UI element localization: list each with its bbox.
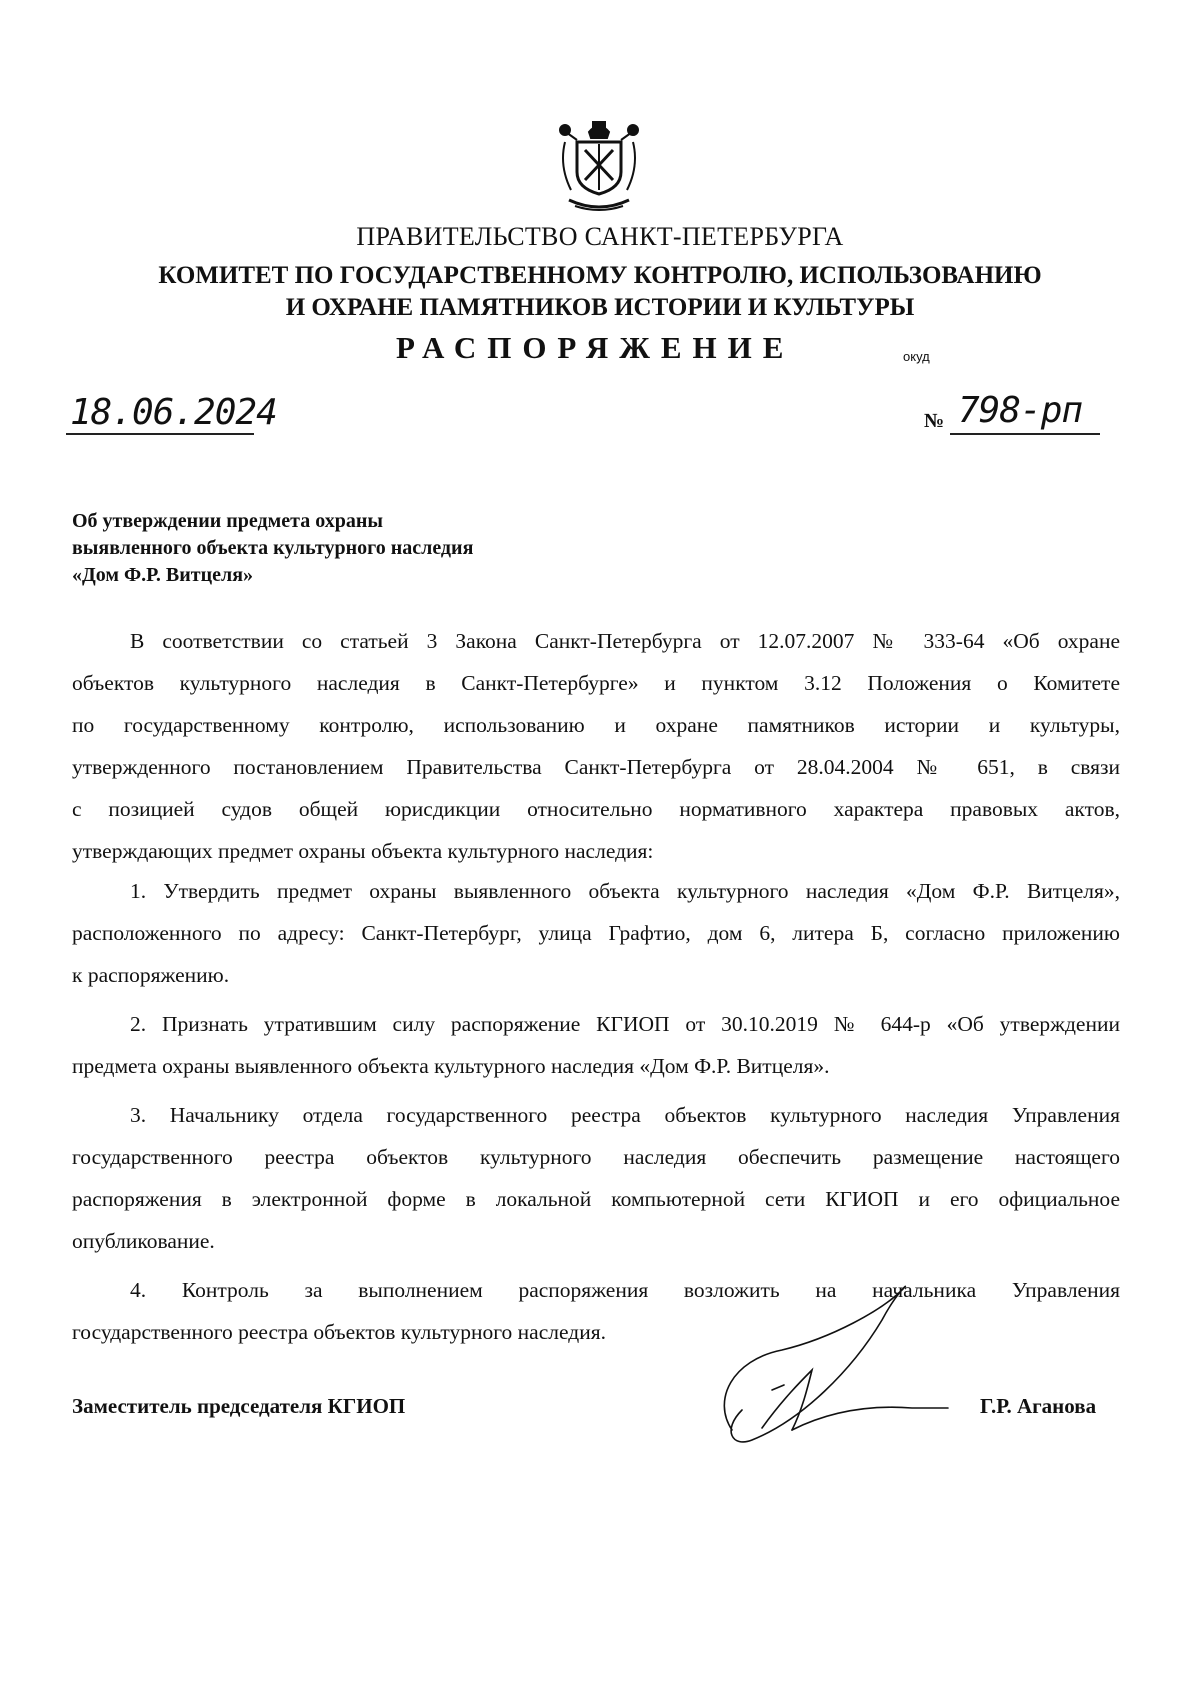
document-date: 18.06.2024 [70,392,277,433]
paragraph-line: утвержденного постановлением Правительства Санкт-Петербурга от 28.04.2004 № 651, в связи [72,755,1120,779]
item-4-paragraph [72,1269,1120,1353]
committee-title-line2: И ОХРАНЕ ПАМЯТНИКОВ ИСТОРИИ И КУЛЬТУРЫ [285,294,915,321]
paragraph-line: объектов культурного наследия в Санкт-Петербурге» и пунктом 3.12 Положения о Комитете [72,671,1120,695]
subject-line: «Дом Ф.Р. Витцеля» [72,564,254,586]
date-underline [66,433,254,435]
paragraph-line: предмета охраны выявленного объекта культурного наследия «Дом Ф.Р. Витцеля». [72,1054,830,1078]
paragraph-line: 2. Признать утратившим силу распоряжение КГИОП от 30.10.2019 № 644-р «Об утверждении [130,1012,1120,1036]
committee-title-line1: КОМИТЕТ ПО ГОСУДАРСТВЕННОМУ КОНТРОЛЮ, ИСПОЛЬЗОВАНИЮ [158,262,1042,289]
paragraph-line: по государственному контролю, использованию и охране памятников истории и культуры, [72,713,1120,737]
paragraph-line: 1. Утвердить предмет охраны выявленного объекта культурного наследия «Дом Ф.Р. Витцеля», [130,879,1120,903]
document-number: 798-рп [958,390,1083,431]
item-3-paragraph [72,1094,1120,1262]
signer-name: Г.Р. Аганова [980,1394,1097,1418]
paragraph-line: расположенного по адресу: Санкт-Петербург, улица Графтио, дом 6, литера Б, согласно приложению [72,921,1120,945]
paragraph-line: 3. Начальнику отдела государственного реестра объектов культурного наследия Управления [130,1103,1120,1127]
signer-position: Заместитель председателя КГИОП [72,1394,406,1418]
paragraph-line: В соответствии со статьей 3 Закона Санкт-Петербурга от 12.07.2007 № 333-64 «Об охране [130,629,1120,653]
subject-line: выявленного объекта культурного наследия [72,537,474,559]
paragraph-line: с позицией судов общей юрисдикции относительно нормативного характера правовых актов, [72,797,1120,821]
handwritten-signature-icon [712,1280,952,1460]
item-2-paragraph [72,1003,1120,1087]
paragraph-line: 4. Контроль за выполнением распоряжения возложить на начальника Управления [130,1278,1120,1302]
coat-of-arms-icon [555,118,643,214]
subject-line: Об утверждении предмета охраны [72,510,383,532]
intro-paragraph [72,620,1120,872]
document-subject [72,508,473,589]
paragraph-line: распоряжения в электронной форме в локальной компьютерной сети КГИОП и его официальное [72,1187,1120,1211]
number-label: № [924,410,945,432]
paragraph-line: к распоряжению. [72,963,230,987]
paragraph-line: государственного реестра объектов культурного наследия обеспечить размещение настоящего [72,1145,1120,1169]
paragraph-line: опубликование. [72,1229,215,1253]
number-underline [950,433,1100,435]
paragraph-line: государственного реестра объектов культурного наследия. [72,1320,606,1344]
item-1-paragraph [72,870,1120,996]
paragraph-line: утверждающих предмет охраны объекта культурного наследия: [72,839,654,863]
document-type-title: РАСПОРЯЖЕНИЕ [396,330,795,365]
government-title: ПРАВИТЕЛЬСТВО САНКТ-ПЕТЕРБУРГА [356,222,844,251]
okud-label: окуд [903,349,930,364]
